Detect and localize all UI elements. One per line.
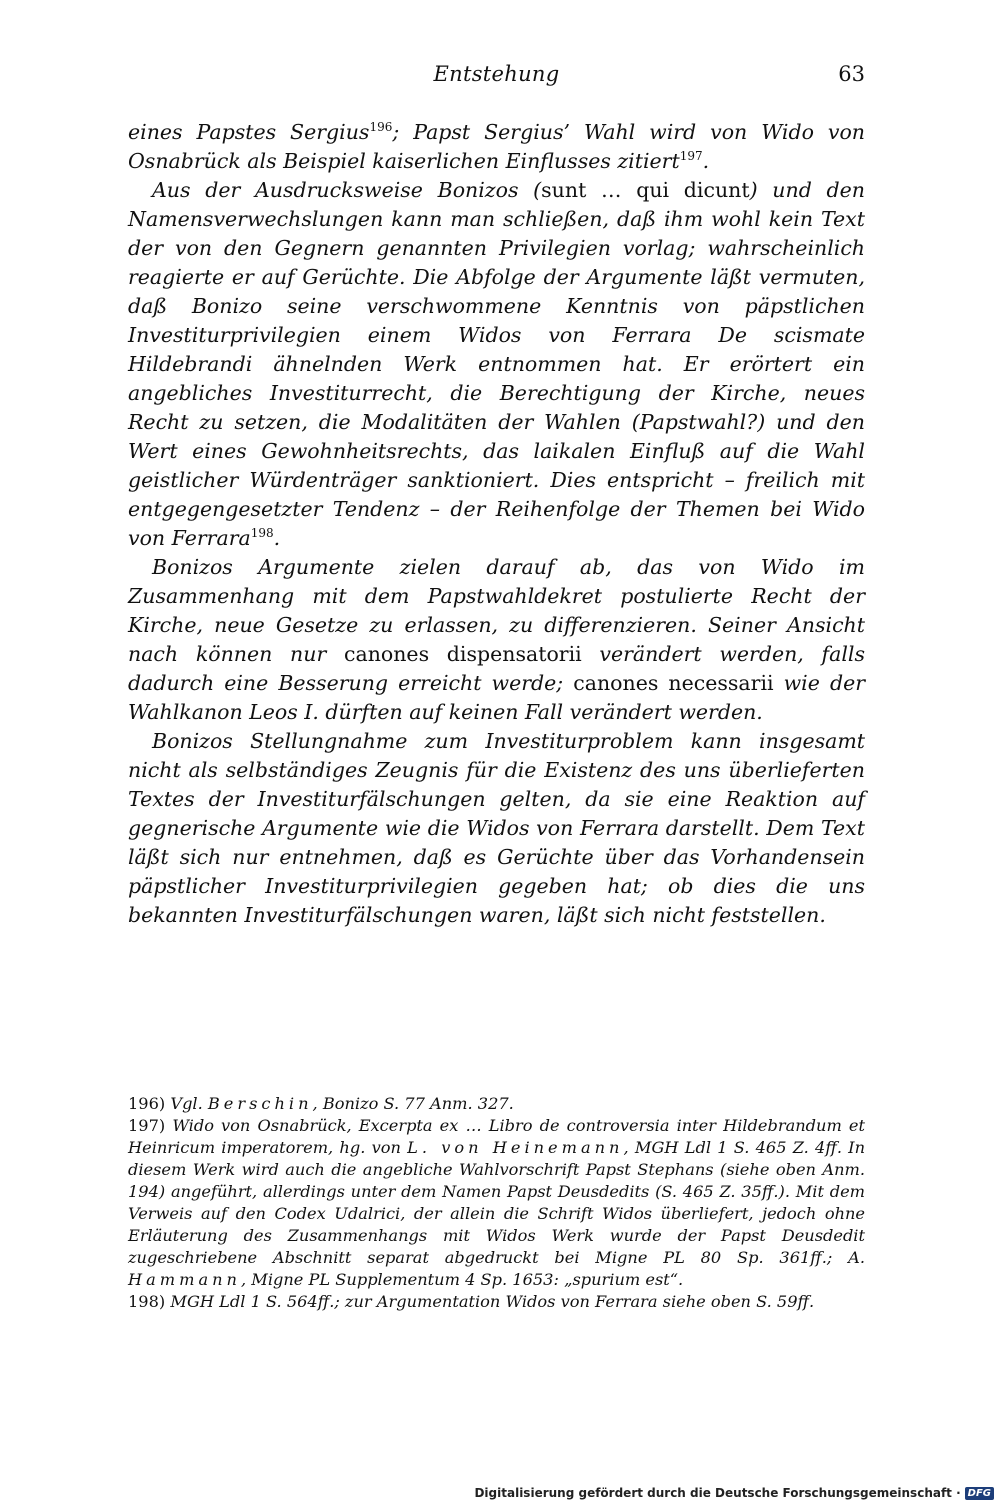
footnote-196: 196) Vgl. Berschin, Bonizo S. 77 Anm. 327.	[128, 1094, 514, 1113]
paragraph-4: Bonizos Stellungnahme zum Investiturproblem kann insgesamt nicht als selbständiges Zeugnis für die Existenz des uns überlieferten Textes der Investiturfälschungen gelten, da sie eine Reaktion auf gegnerische Argumente wie die Widos von Ferrara darstellt. Dem Text läßt sich nur entnehmen, daß es Gerüchte über das Vorhandensein päpstlicher Investiturprivilegien gegeben hat; ob dies die uns bekannten Investiturfälschungen waren, läßt sich nicht feststellen.	[128, 729, 865, 927]
main-text	[128, 118, 865, 930]
digitization-credit	[474, 1486, 994, 1500]
footnote-198: 198) MGH Ldl 1 S. 564ff.; zur Argumentation Widos von Ferrara siehe oben S. 59ff.	[128, 1292, 815, 1311]
footnotes	[128, 1093, 865, 1313]
credit-text: Digitalisierung gefördert durch die Deutsche Forschungsgemeinschaft ·	[474, 1486, 961, 1500]
paragraph-1: eines Papstes Sergius$^{196}$; Papst Sergius’ Wahl wird von Wido von Osnabrück als Beispiel kaiserlichen Einflusses zitiert$^{197}$.	[128, 120, 865, 173]
running-header	[128, 62, 865, 94]
footnote-ref-196[interactable]: 196	[369, 120, 393, 134]
paragraph-2: Aus der Ausdrucksweise Bonizos (sunt … qui dicunt) und den Namensverwechslungen kann man schließen, daß ihm wohl kein Text der von den Gegnern genannten Privilegien vorlag; wahrscheinlich reagierte er auf Gerüchte. Die Abfolge der Argumente läßt vermuten, daß Bonizo seine verschwommene Kenntnis von päpstlichen Investiturprivilegien einem Widos von Ferrara De scismate Hildebrandi ähnelnden Werk entnommen hat. Er erörtert ein angebliches Investiturrecht, die Berechtigung der Kirche, neues Recht zu setzen, die Modalitäten der Wahlen (Papstwahl?) und den Wert eines Gewohnheitsrechts, das laikalen Einfluß auf die Wahl geistlicher Würdenträger sanktioniert. Dies entspricht – freilich mit entgegengesetzter Tendenz – der Reihenfolge der Themen bei Wido von Ferrara$^{198}$.	[128, 178, 865, 550]
footnote-ref-198[interactable]: 198	[250, 526, 274, 540]
chapter-title: Entstehung	[433, 62, 560, 86]
footnote-ref-197[interactable]: 197	[679, 149, 703, 163]
paragraph-3: Bonizos Argumente zielen darauf ab, das von Wido im Zusammenhang mit dem Papstwahldekret postulierte Recht der Kirche, neue Gesetze zu erlassen, zu differenzieren. Seiner Ansicht nach können nur canones dispensatorii verändert werden, falls dadurch eine Besserung erreicht werde; canones necessarii wie der Wahlkanon Leos I. dürften auf keinen Fall verändert werden.	[128, 555, 866, 724]
dfg-logo: DFG	[965, 1487, 994, 1500]
footnote-197: 197) Wido von Osnabrück, Excerpta ex … Libro de controversia inter Hildebrandum et Heinricum imperatorem, hg. von L. von Heinemann, MGH Ldl 1 S. 465 Z. 4ff. In diesem Werk wird auch die angebliche Wahlvorschrift Papst Stephans (siehe oben Anm. 194) angeführt, allerdings unter dem Namen Papst Deusdedits (S. 465 Z. 35ff.). Mit dem Verweis auf den Codex Udalrici, der allein die Schrift Widos überliefert, jedoch ohne Erläuterung des Zusammenhangs mit Widos Werk wurde der Papst Deusdedit zugeschriebene Abschnitt separat abgedruckt bei Migne PL 80 Sp. 361ff.; A. Hammann, Migne PL Supplementum 4 Sp. 1653: „spurium est“.	[128, 1116, 865, 1289]
page-number: 63	[838, 62, 865, 86]
